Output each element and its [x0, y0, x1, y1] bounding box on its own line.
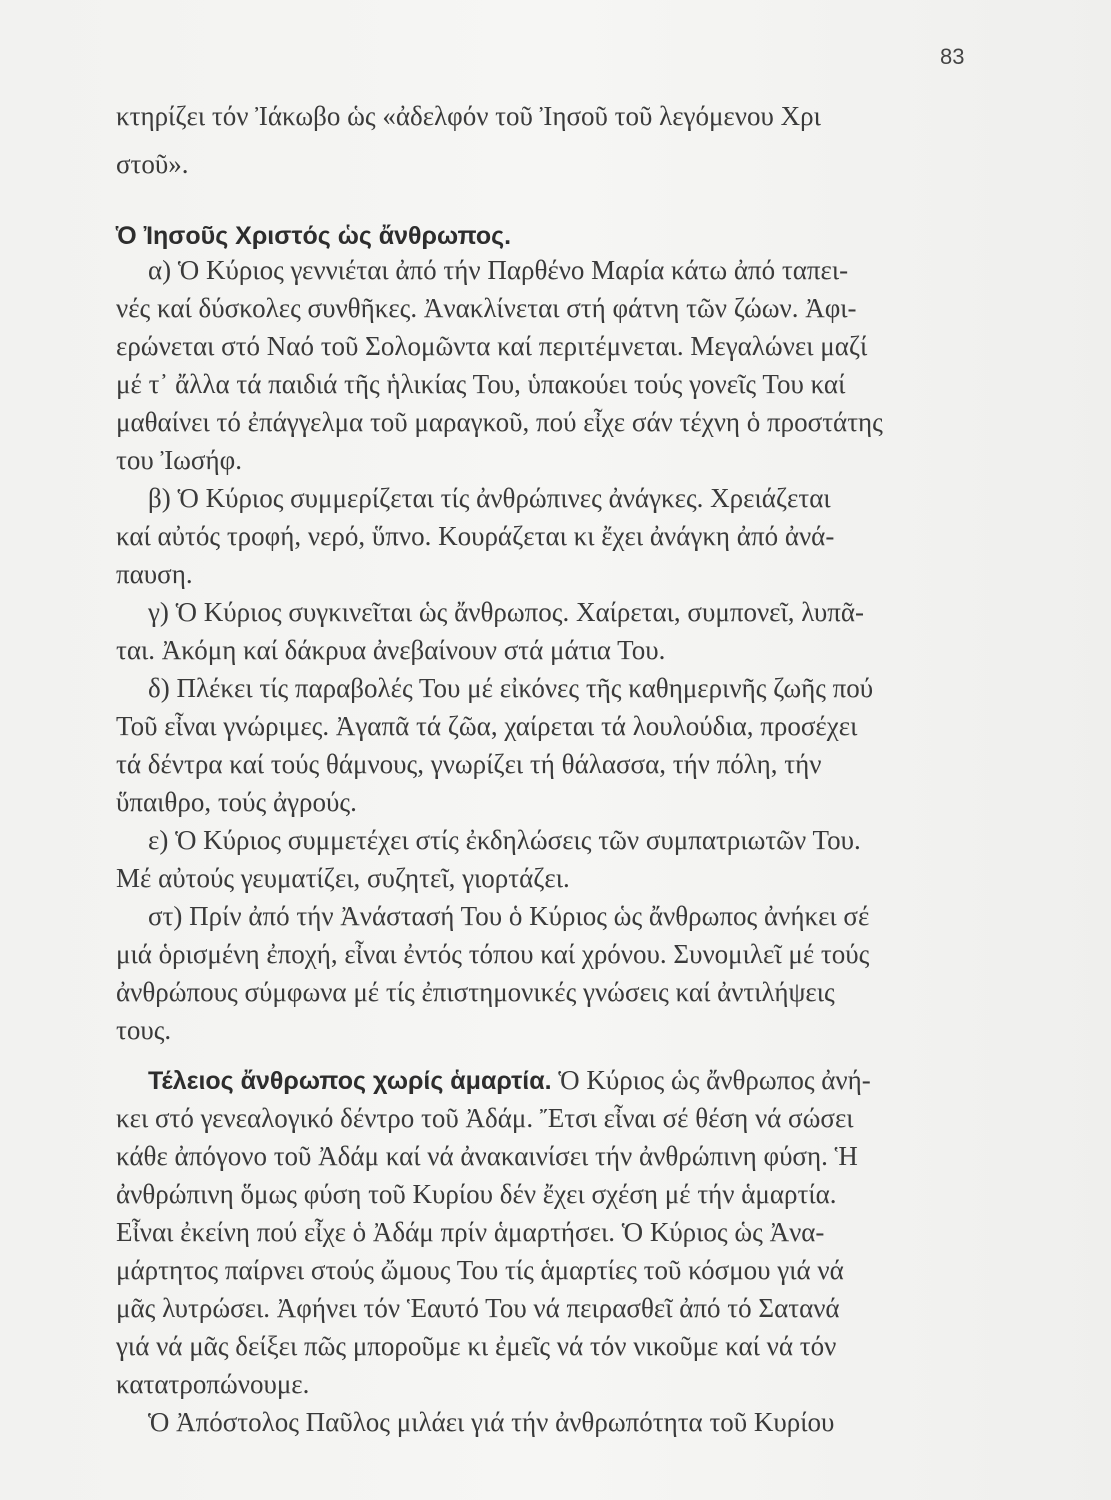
text-line: Εἶναι ἐκείνη πού εἶχε ὁ Ἀδάμ πρίν ἁμαρτήσει. Ὁ Κύριος ὡς Ἀνα-: [116, 1217, 825, 1247]
text-line: γ) Ὁ Κύριος συγκινεῖται ὡς ἄνθρωπος. Χαίρεται, συμπονεῖ, λυπᾶ-: [148, 597, 865, 627]
text-line: του Ἰωσήφ.: [116, 445, 242, 475]
text-line: στ) Πρίν ἀπό τήν Ἀνάστασή Του ὁ Κύριος ὡς ἄνθρωπος ἀνήκει σέ: [148, 901, 870, 931]
text-line: μέ τ᾽ ἄλλα τά παιδιά τῆς ἡλικίας Του, ὑπακούει τούς γονεῖς Του καί: [116, 369, 846, 399]
text-line: μιά ὁρισμένη ἐποχή, εἶναι ἐντός τόπου καί χρόνου. Συνομιλεῖ μέ τούς: [116, 939, 870, 969]
text-line: Ὁ Ἀπόστολος Παῦλος μιλάει γιά τήν ἀνθρωπότητα τοῦ Κυρίου: [148, 1407, 835, 1437]
text-line: Μέ αὐτούς γευματίζει, συζητεῖ, γιορτάζει.: [116, 863, 570, 893]
text-line: κάθε ἀπόγονο τοῦ Ἀδάμ καί νά ἀνακαινίσει τήν ἀνθρώπινη φύση. Ἡ: [116, 1141, 858, 1171]
text-line: μᾶς λυτρώσει. Ἀφήνει τόν Ἑαυτό Του νά πειρασθεῖ ἀπό τό Σατανά: [116, 1293, 840, 1323]
page-number: 83: [940, 44, 965, 69]
text-line: κτηρίζει τόν Ἰάκωβο ὡς «ἀδελφόν τοῦ Ἰησοῦ τοῦ λεγόμενου Χρι: [116, 101, 821, 131]
text-line: α) Ὁ Κύριος γεννιέται ἀπό τήν Παρθένο Μαρία κάτω ἀπό ταπει-: [148, 255, 849, 285]
text-line: ὕπαιθρο, τούς ἀγρούς.: [116, 787, 357, 817]
text-line: ε) Ὁ Κύριος συμμετέχει στίς ἐκδηλώσεις τῶν συμπατριωτῶν Του.: [148, 825, 861, 855]
text-line: δ) Πλέκει τίς παραβολές Του μέ εἰκόνες τῆς καθημερινῆς ζωῆς πού: [148, 673, 874, 703]
text-line: μάρτητος παίρνει στούς ὤμους Του τίς ἁμαρτίες τοῦ κόσμου γιά νά: [116, 1255, 844, 1285]
text-line: Τοῦ εἶναι γνώριμες. Ἀγαπᾶ τά ζῶα, χαίρεται τά λουλούδια, προσέχει: [116, 711, 858, 741]
text-line: τους.: [116, 1015, 172, 1045]
text-line: τά δέντρα καί τούς θάμνους, γνωρίζει τή θάλασσα, τήν πόλη, τήν: [116, 749, 822, 779]
lead-text: Ὁ Κύριος ὡς ἄνθρωπος ἀνή-: [551, 1065, 871, 1095]
text-line: ερώνεται στό Ναό τοῦ Σολομῶντα καί περιτέμνεται. Μεγαλώνει μαζί: [116, 331, 868, 361]
paragraph-lead-line: [148, 1062, 1028, 1099]
text-line: κατατροπώνουμε.: [116, 1369, 310, 1399]
text-line: ἀνθρώπους σύμφωνα μέ τίς ἐπιστημονικές γνώσεις καί ἀντιλήψεις: [116, 977, 835, 1007]
text-line: νές καί δύσκολες συνθῆκες. Ἀνακλίνεται στή φάτνη τῶν ζώων. Ἀφι-: [116, 293, 857, 323]
text-line: ται. Ἀκόμη καί δάκρυα ἀνεβαίνουν στά μάτια Του.: [116, 635, 666, 665]
text-line: παυση.: [116, 559, 193, 589]
text-line: ἀνθρώπινη ὅμως φύση τοῦ Κυρίου δέν ἔχει σχέση μέ τήν ἁμαρτία.: [116, 1179, 837, 1209]
section-heading-jesus-as-man: Ὁ Ἰησοῦς Χριστός ὡς ἄνθρωπος.: [116, 222, 512, 250]
text-line: β) Ὁ Κύριος συμμερίζεται τίς ἀνθρώπινες ἀνάγκες. Χρειάζεται: [148, 483, 831, 513]
text-line: γιά νά μᾶς δείξει πῶς μποροῦμε κι ἐμεῖς νά τόν νικοῦμε καί νά τόν: [116, 1331, 837, 1361]
text-line: στοῦ».: [116, 149, 189, 179]
text-line: κει στό γενεαλογικό δέντρο τοῦ Ἀδάμ. Ἔτσι εἶναι σέ θέση νά σώσει: [116, 1103, 854, 1133]
section-heading-perfect-man: Τέλειος ἄνθρωπος χωρίς ἁμαρτία.: [148, 1067, 552, 1095]
text-line: μαθαίνει τό ἐπάγγελμα τοῦ μαραγκοῦ, πού εἶχε σάν τέχνη ὁ προστάτης: [116, 407, 883, 437]
text-line: καί αὐτός τροφή, νερό, ὕπνο. Κουράζεται κι ἔχει ἀνάγκη ἀπό ἀνά-: [116, 521, 835, 551]
